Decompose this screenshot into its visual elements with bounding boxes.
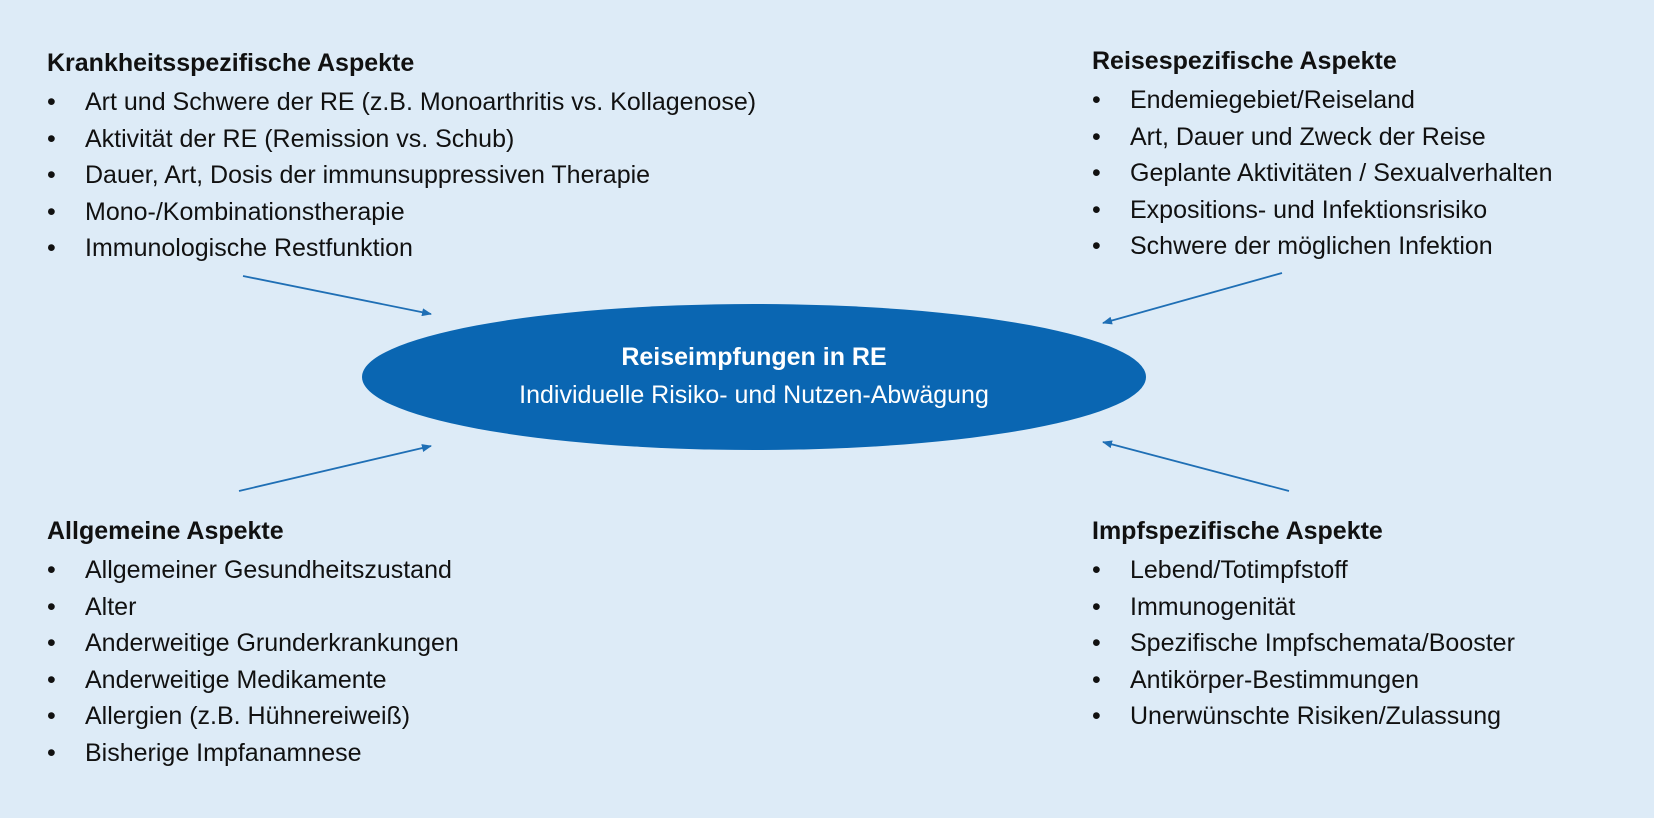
list-item-text: Schwere der möglichen Infektion	[1130, 232, 1493, 260]
list-item-text: Alter	[85, 592, 137, 621]
list-item	[1092, 625, 1515, 662]
list-item-text: Immunologische Restfunktion	[85, 234, 413, 262]
list-item	[47, 230, 756, 267]
arrow-top-left	[243, 276, 431, 314]
bullet-icon: •	[1092, 122, 1101, 151]
arrow-bottom-right	[1103, 442, 1289, 491]
allgemein-list	[47, 552, 459, 771]
list-item	[47, 662, 459, 699]
list-item	[47, 698, 459, 735]
list-item-text: Aktivität der RE (Remission vs. Schub)	[85, 124, 515, 153]
list-item	[1092, 552, 1515, 589]
list-item	[47, 552, 459, 589]
bullet-icon: •	[47, 738, 56, 767]
list-item	[1092, 155, 1553, 192]
list-item	[47, 625, 459, 662]
list-item	[47, 194, 756, 231]
bullet-icon: •	[1092, 629, 1101, 657]
bullet-icon: •	[47, 629, 56, 657]
impf-block	[1092, 516, 1515, 735]
impf-heading: Impfspezifische Aspekte	[1092, 517, 1383, 545]
list-item	[47, 589, 459, 626]
list-item-text: Immunogenität	[1130, 592, 1296, 621]
bullet-icon: •	[1092, 232, 1101, 260]
bullet-icon: •	[47, 592, 56, 621]
list-item	[1092, 119, 1553, 156]
bullet-icon: •	[1092, 702, 1101, 730]
arrow-top-right	[1103, 273, 1282, 323]
bullet-icon: •	[1092, 665, 1101, 694]
list-item	[1092, 192, 1553, 229]
list-item-text: Anderweitige Grunderkrankungen	[85, 629, 459, 657]
list-item	[47, 157, 756, 194]
allgemein-block	[47, 516, 459, 771]
list-item-text: Allgemeiner Gesundheitszustand	[85, 556, 452, 584]
center-label	[362, 338, 1146, 414]
impf-list	[1092, 552, 1515, 735]
bullet-icon: •	[1092, 159, 1101, 187]
list-item	[1092, 228, 1553, 265]
list-item	[1092, 589, 1515, 626]
list-item-text: Geplante Aktivitäten / Sexualverhalten	[1130, 159, 1553, 187]
krankheit-block	[47, 48, 756, 267]
list-item	[47, 735, 459, 772]
bullet-icon: •	[47, 234, 56, 262]
center-subtitle: Individuelle Risiko- und Nutzen-Abwägung	[519, 381, 989, 409]
list-item-text: Lebend/Totimpfstoff	[1130, 556, 1348, 584]
allgemein-heading: Allgemeine Aspekte	[47, 517, 284, 545]
reise-list	[1092, 82, 1553, 265]
bullet-icon: •	[47, 556, 56, 584]
bullet-icon: •	[47, 702, 56, 730]
bullet-icon: •	[1092, 86, 1101, 114]
list-item	[47, 121, 756, 158]
list-item-text: Unerwünschte Risiken/Zulassung	[1130, 702, 1502, 730]
bullet-icon: •	[47, 124, 56, 153]
reise-heading: Reisespezifische Aspekte	[1092, 47, 1397, 75]
bullet-icon: •	[1092, 556, 1101, 584]
list-item-text: Dauer, Art, Dosis der immunsuppressiven Therapie	[85, 161, 651, 189]
list-item-text: Endemiegebiet/Reiseland	[1130, 86, 1415, 114]
list-item-text: Allergien (z.B. Hühnereiweiß)	[85, 702, 411, 730]
list-item-text: Art und Schwere der RE (z.B. Monoarthritis vs. Kollagenose)	[85, 88, 757, 116]
bullet-icon: •	[47, 665, 56, 694]
bullet-icon: •	[47, 88, 56, 116]
list-item-text: Art, Dauer und Zweck der Reise	[1130, 122, 1486, 151]
arrow-bottom-left	[239, 446, 431, 491]
list-item-text: Bisherige Impfanamnese	[85, 738, 362, 767]
list-item-text: Anderweitige Medikamente	[85, 665, 387, 694]
list-item	[1092, 82, 1553, 119]
bullet-icon: •	[1092, 592, 1101, 621]
list-item	[1092, 698, 1515, 735]
list-item	[1092, 662, 1515, 699]
list-item	[47, 84, 756, 121]
list-item-text: Mono-/Kombinationstherapie	[85, 197, 405, 226]
list-item-text: Antikörper-Bestimmungen	[1130, 665, 1420, 694]
bullet-icon: •	[47, 197, 56, 226]
list-item-text: Expositions- und Infektionsrisiko	[1130, 195, 1488, 224]
list-item-text: Spezifische Impfschemata/Booster	[1130, 629, 1515, 657]
bullet-icon: •	[47, 161, 56, 189]
krankheit-heading: Krankheitsspezifische Aspekte	[47, 49, 415, 77]
center-title: Reiseimpfungen in RE	[621, 343, 887, 371]
reise-block	[1092, 46, 1553, 265]
bullet-icon: •	[1092, 195, 1101, 224]
krankheit-list	[47, 84, 756, 267]
